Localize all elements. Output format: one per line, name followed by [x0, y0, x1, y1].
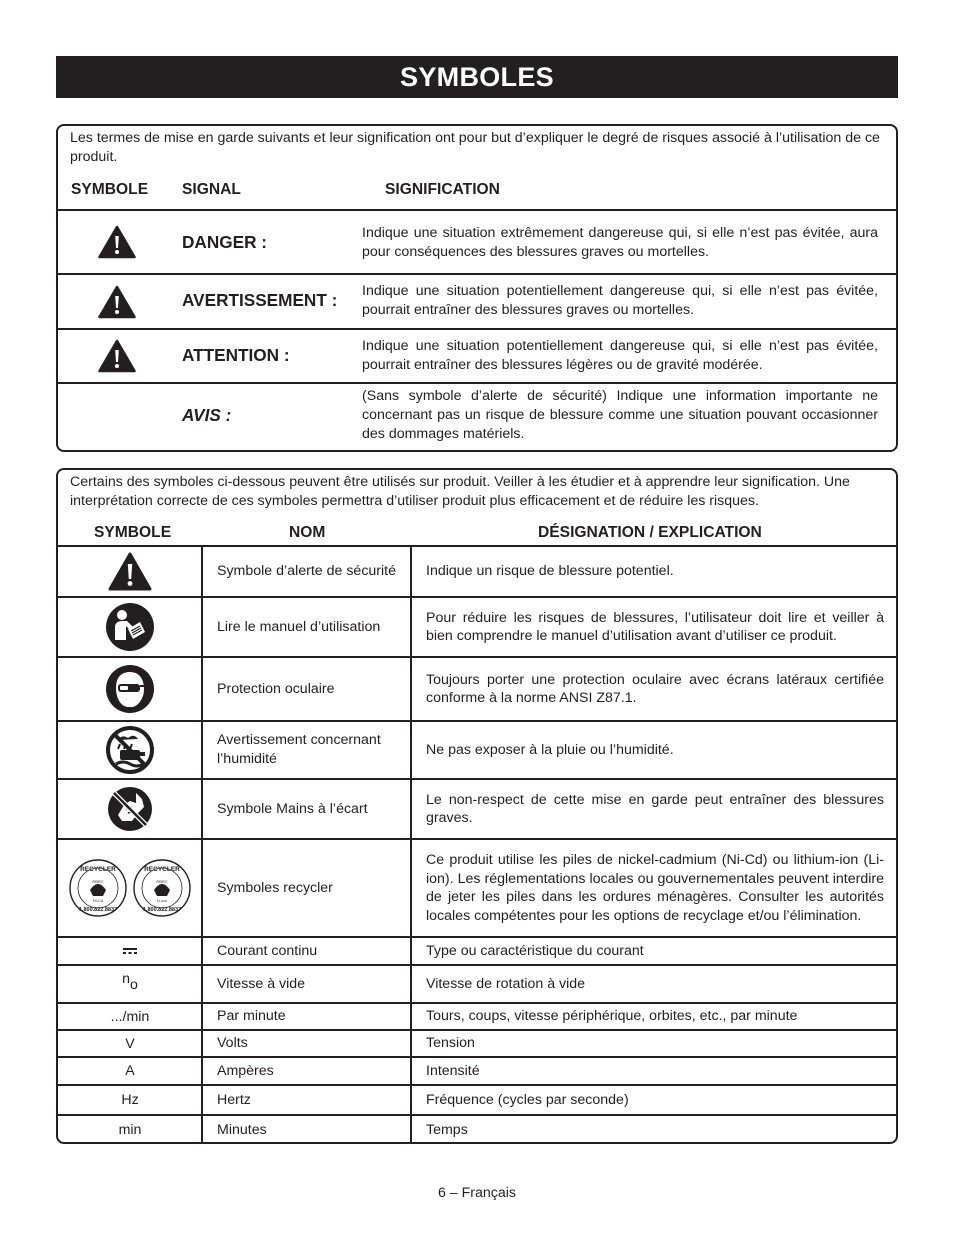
symbol-explanation: Intensité — [426, 1062, 480, 1079]
keep-hands-away-icon — [106, 785, 154, 833]
symbol-subscript: o — [130, 977, 138, 993]
signal-words-panel — [56, 124, 898, 452]
symbol-name: Symbole d’alerte de sécurité — [217, 563, 397, 579]
symbol-explanation: Fréquence (cycles par seconde) — [426, 1091, 629, 1108]
signal-description: (Sans symbole d’alerte de sécurité) Indique une information importante ne concernant pas un risque de blessure comme une situation pouvant occasionner des dommages matériels. — [362, 388, 878, 442]
symbol-name: Par minute — [217, 1008, 286, 1024]
symbol-name: Vitesse à vide — [217, 975, 306, 992]
symbol-explanation: Tension — [426, 1035, 475, 1052]
signal-name: ATTENTION : — [182, 345, 290, 365]
signal-row-danger — [58, 211, 896, 273]
signal-name: AVIS : — [182, 405, 232, 425]
recycle-seal-icon — [132, 858, 192, 918]
symbol-text: n — [122, 971, 130, 987]
seal-chem-text: Li-ion — [157, 898, 167, 903]
symbol-name: Minutes — [217, 1121, 267, 1138]
direct-current-icon — [122, 946, 138, 956]
header-nom: NOM — [289, 524, 326, 541]
symbol-name: Ampères — [217, 1062, 274, 1079]
header-symbole: SYMBOLE — [94, 524, 172, 541]
symbol-explanation: Temps — [426, 1121, 468, 1138]
safety-alert-icon — [108, 552, 152, 592]
signal-description: Indique une situation potentiellement dangereuse qui, si elle n’est pas évitée, pourrait entraîner des blessures graves ou mortelles. — [362, 283, 878, 318]
table-row — [58, 658, 896, 720]
symbol-text: min — [118, 1122, 142, 1138]
signal-intro: Les termes de mise en garde suivants et leur signification ont pour but d’expliquer le degré de risques associé à l’utilisation de ce produit. — [70, 130, 880, 165]
page-footer: 6 – Français — [437, 1185, 517, 1201]
seal-top-text: RECYCLER — [144, 866, 180, 873]
table-row — [58, 1058, 896, 1084]
signal-name: DANGER : — [182, 232, 267, 252]
signal-row-avis — [58, 384, 896, 450]
symbol-explanation: Pour réduire les risques de blessures, l’utilisateur doit lire et veiller à bien comprendre le manuel d’utilisation avant d’utiliser ce produit. — [426, 609, 884, 644]
symbol-explanation: Ce produit utilise les piles de nickel-cadmium (Ni-Cd) ou lithium-ion (Li-ion). Les réglementations locales ou gouvernementales peuvent interdire de jeter les piles dans les ordures ménagères. Consulter les autorités locales compétentes pour les options de recyclage et/ou l’élimination. — [426, 852, 884, 924]
seal-top-text: RECYCLER — [80, 866, 116, 873]
page-title: SYMBOLES — [56, 56, 898, 98]
signal-description: Indique une situation potentiellement dangereuse qui, si elle n’est pas évitée, pourrait entraîner des blessures légères ou de gravité modérée. — [362, 338, 878, 373]
symbol-name: Symbole Mains à l’écart — [217, 800, 368, 817]
symbol-explanation: Type ou caractéristique du courant — [426, 942, 644, 959]
symbol-explanation: Tours, coups, vitesse périphérique, orbites, etc., par minute — [426, 1008, 798, 1025]
symbol-explanation: Ne pas exposer à la pluie ou l’humidité. — [426, 741, 674, 758]
table-row — [58, 722, 896, 778]
header-symbole: SYMBOLE — [71, 181, 149, 198]
table-row — [58, 1116, 896, 1144]
warning-triangle-icon — [98, 339, 136, 373]
symbols-table-panel — [56, 468, 898, 1144]
symbol-name: Courant continu — [217, 942, 318, 959]
read-manual-icon — [105, 602, 155, 652]
symbol-name: Avertissement concernant l’humidité — [217, 732, 381, 767]
symbol-name: Lire le manuel d’utilisation — [217, 618, 381, 635]
symbol-explanation: Vitesse de rotation à vide — [426, 975, 586, 992]
signal-name: AVERTISSEMENT : — [182, 290, 338, 310]
table-row — [58, 840, 896, 936]
symbol-name: Symboles recycler — [217, 879, 333, 896]
table-row — [58, 1004, 896, 1029]
table-row — [58, 1086, 896, 1114]
symbols-intro: Certains des symboles ci-dessous peuvent être utilisés sur produit. Veiller à les étudier et à apprendre leur signification. Une interprétation correcte de ces symboles permettra d’utiliser produit plus efficacement et de réduire les risques. — [70, 474, 850, 509]
header-signification: SIGNIFICATION — [385, 181, 500, 198]
symbol-explanation: Toujours porter une protection oculaire avec écrans latéraux certifiée conforme à la norme ANSI Z87.1. — [426, 671, 884, 706]
seal-chem-text: Ni-Cd — [92, 898, 104, 903]
symbol-name: Hertz — [217, 1091, 251, 1108]
seal-mid-text: RBRC — [156, 879, 168, 884]
signal-description: Indique une situation extrêmement dangereuse qui, si elle n’est pas évitée, aura pour conséquences des blessures graves ou mortelles. — [362, 225, 878, 260]
table-row — [58, 780, 896, 838]
table-row — [58, 938, 896, 964]
symbol-no-load — [58, 966, 202, 1002]
seal-mid-text: RBRC — [92, 879, 104, 884]
symbol-text: Hz — [121, 1092, 139, 1108]
no-rain-icon — [106, 726, 154, 774]
recycle-seal-icon — [68, 858, 128, 918]
symbol-text: A — [125, 1063, 135, 1079]
table-row — [58, 966, 896, 1002]
symbol-explanation: Le non-respect de cette mise en garde peut entraîner des blessures graves. — [426, 791, 884, 826]
warning-triangle-icon — [98, 225, 136, 259]
signal-row-avertissement — [58, 275, 896, 328]
table-row — [58, 1031, 896, 1056]
symbol-explanation: Indique un risque de blessure potentiel. — [426, 563, 674, 580]
header-signal: SIGNAL — [182, 181, 241, 198]
eye-protection-icon — [105, 664, 155, 714]
header-designation: DÉSIGNATION / EXPLICATION — [538, 524, 762, 541]
symbol-text: .../min — [110, 1008, 150, 1025]
seal-phone-text: 1.800.822.8837 — [142, 907, 182, 913]
table-row — [58, 547, 896, 596]
warning-triangle-icon — [98, 285, 136, 319]
symbol-text: V — [125, 1035, 135, 1052]
symbol-name: Volts — [217, 1035, 248, 1051]
symbol-name: Protection oculaire — [217, 680, 335, 697]
signal-row-attention — [58, 330, 896, 382]
table-row — [58, 598, 896, 656]
seal-phone-text: 1.800.822.8837 — [78, 907, 118, 913]
